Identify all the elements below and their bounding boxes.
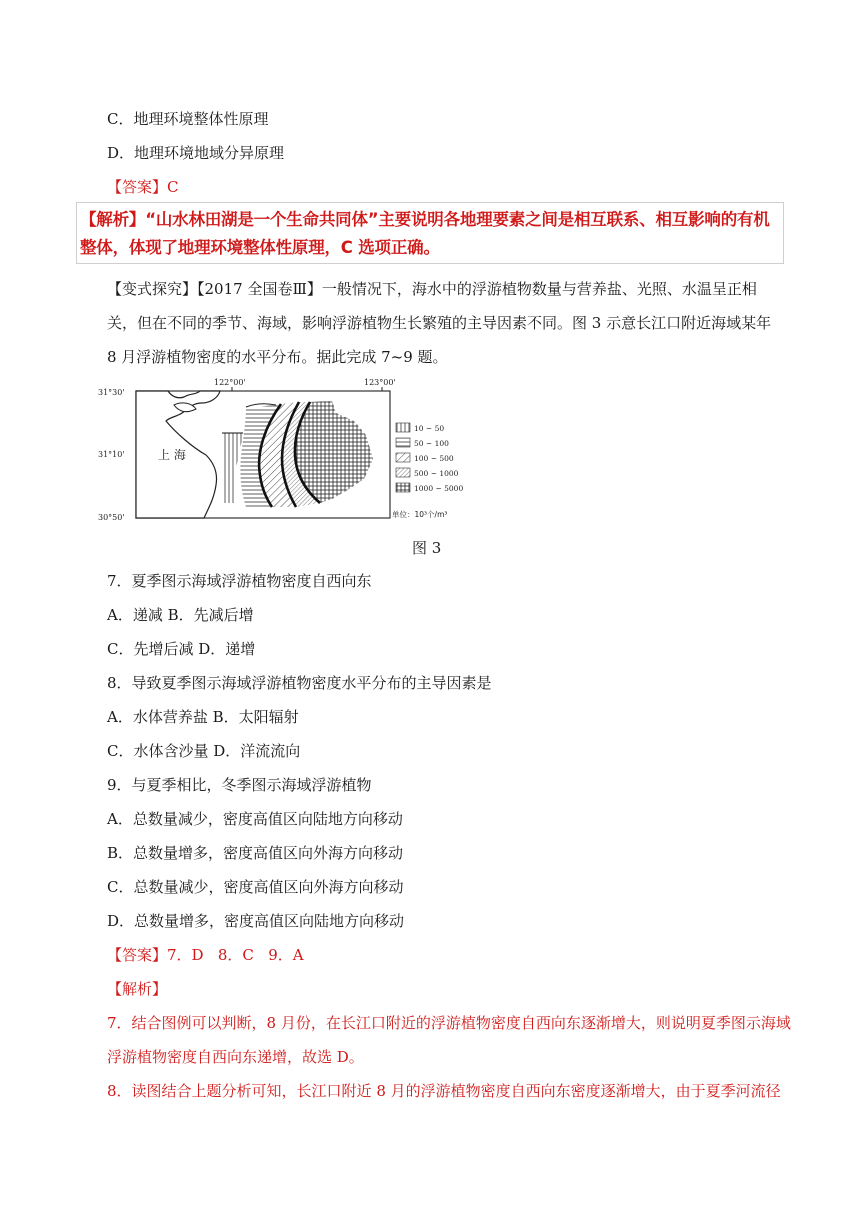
question-option: C．先增后减 D．递增 (107, 640, 256, 658)
question-option: B．总数量增多，密度高值区向外海方向移动 (107, 844, 404, 862)
answer-line-2 (107, 945, 304, 965)
legend-label: 50 ~ 100 (414, 439, 449, 448)
lon-label: 122°00' (214, 378, 246, 387)
analysis-text: 8．读图结合上题分析可知，长江口附近 8 月的浮游植物密度自西向东密度逐渐增大，由于夏季河流径 (107, 1082, 781, 1100)
density-map-svg (96, 373, 468, 525)
figure-caption: 图 3 (412, 539, 442, 557)
density-map-figure (96, 373, 468, 525)
question-stem: 8．导致夏季图示海域浮游植物密度水平分布的主导因素是 (107, 674, 492, 692)
question-option: A．水体营养盐 B．太阳辐射 (107, 708, 299, 726)
analysis-text: 7．结合图例可以判断，8 月份，在长江口附近的浮游植物密度自西向东逐渐增大，则说明夏季图示海域浮游植物密度自西向东递增，故选 D。 (107, 1014, 791, 1066)
analysis-label: 【解析】 (107, 980, 168, 998)
question-option: C．水体含沙量 D．洋流流向 (107, 742, 301, 760)
question-stem: 7．夏季图示海域浮游植物密度自西向东 (107, 572, 372, 590)
answer-line-1 (107, 177, 179, 197)
answer-value: C (167, 178, 179, 196)
answer-label: 【答案】 (107, 178, 168, 196)
variant-paragraph (79, 272, 779, 374)
question-option: D．总数量增多，密度高值区向陆地方向移动 (107, 912, 405, 930)
option-c-prev: C．地理环境整体性原理 (107, 110, 269, 128)
legend-label: 100 ~ 500 (414, 454, 454, 463)
option-d-prev: D．地理环境地域分异原理 (107, 144, 285, 162)
city-label: 上 海 (158, 448, 186, 462)
question-option: A．递减 B．先减后增 (107, 606, 254, 624)
analysis-paragraph-7 (79, 1006, 791, 1074)
question-option: C．总数量减少，密度高值区向外海方向移动 (107, 878, 404, 896)
lon-label: 123°00' (364, 378, 396, 387)
legend-label: 1000 ~ 5000 (414, 484, 464, 493)
lat-label: 30°50' (98, 513, 125, 522)
legend-label: 10 ~ 50 (414, 424, 445, 433)
lat-label: 31°30' (98, 388, 125, 397)
answer-value: 7．D 8．C 9．A (167, 946, 304, 964)
map-legend (396, 423, 463, 493)
analysis-paragraph-8 (79, 1074, 791, 1108)
question-option: A．总数量减少，密度高值区向陆地方向移动 (107, 810, 403, 828)
question-stem: 9．与夏季相比，冬季图示海域浮游植物 (107, 776, 372, 794)
explanation-box: 【解析】“山水林田湖是一个生命共同体”主要说明各地理要素之间是相互联系、相互影响的有机整体，体现了地理环境整体性原理，C 选项正确。 (76, 202, 784, 264)
legend-label: 500 ~ 1000 (414, 469, 459, 478)
map-unit-label: 单位：10³个/m³ (392, 510, 448, 519)
lat-label: 31°10' (98, 450, 125, 459)
variant-text: 【变式探究】【2017 全国卷Ⅲ】一般情况下，海水中的浮游植物数量与营养盐、光照、水温呈正相关，但在不同的季节、海域，影响浮游植物生长繁殖的主导因素不同。图 3 示意长江口附近海域某年 8 月浮游植物密度的水平分布。据此完成 7~9 题。 (107, 280, 772, 366)
answer-label: 【答案】 (107, 946, 168, 964)
